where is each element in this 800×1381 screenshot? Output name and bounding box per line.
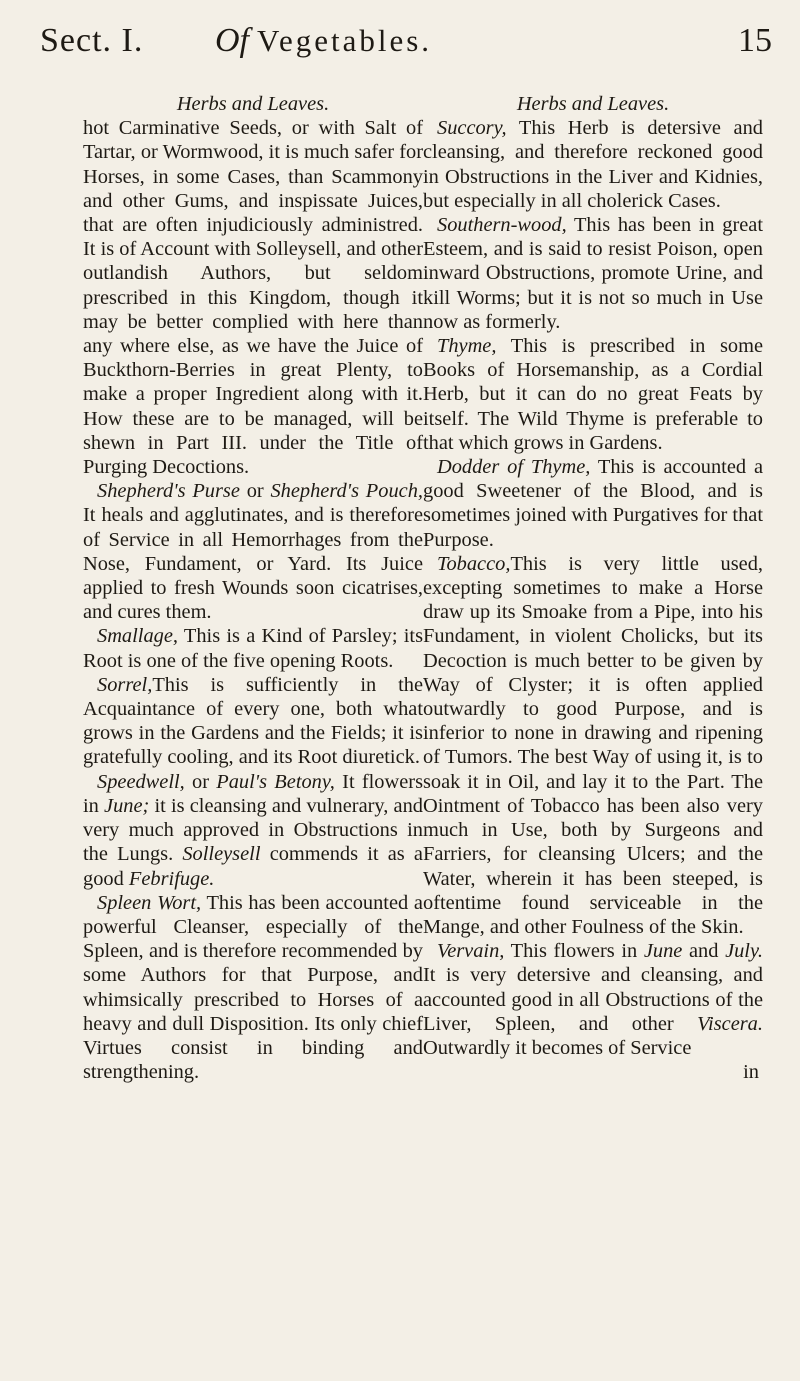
entry-term: Succory, — [437, 117, 507, 140]
entry-text-after: Outwardly it becomes of Service — [423, 1036, 692, 1059]
entry-thyme — [423, 334, 763, 455]
entry-italic-word: Febrifuge. — [128, 867, 215, 890]
entry-term: Shepherd's Purse — [97, 480, 240, 503]
entry-succory — [423, 116, 763, 213]
chapter-title-of: Of — [215, 22, 249, 59]
entry-text-mid: and — [688, 940, 719, 963]
entry-connector: or — [246, 480, 264, 503]
entry-text: This is very little used, excepting sometimes to make a Horse draw up its Smoake from a Pipe, into his Fundament, in violent Cholicks, but its Decoction is much better to be given by Way of Clyster; it is often applied outwardly to good Purpose, and is inferior to none in drawing and ripening of Tumors. The best Way of using it, is to soak it in Oil, and lay it to the Part. The Ointment of Tobacco has been also very much in Use, both by Surgeons and Farriers, for cleansing Ulcers; and the Water, wherein it has been steeped, is oftentime found serviceable in the Mange, and other Foulness of the Skin. — [423, 552, 763, 938]
entry-text: It is very detersive and cleansing, and accounted good in all Obstructions of the Liver, Spleen, and other — [423, 964, 763, 1035]
entry-term: Sorrel, — [97, 673, 153, 696]
entry-term: Dodder of Thyme, — [437, 456, 591, 479]
entry-term: Spleen Wort, — [97, 891, 202, 914]
entry-sorrel — [83, 673, 423, 770]
entry-tobacco — [423, 552, 763, 939]
entry-speedwell — [83, 770, 423, 891]
entry-text: This is prescribed in some Books of Horsemanship, as a Cordial Herb, but it can do no great Feats by itself. The Wild Thyme is preferable to that which grows in Gardens. — [423, 335, 763, 454]
entry-text: This has been accounted a powerful Cleanser, especially of the Spleen, and is therefore recommended by some Authors for that Purpose, and whimsically prescribed to Horses of a heavy and dull Disposition. Its only chief Virtues consist in binding and strengthening. — [83, 891, 423, 1084]
chapter-title-rest: Vegetables. — [257, 23, 433, 58]
catchword: in — [743, 1061, 759, 1084]
entry-italic-word: Viscera. — [697, 1012, 763, 1035]
chapter-title — [215, 22, 432, 60]
right-column — [423, 92, 763, 1084]
left-column — [83, 92, 423, 1084]
entry-text: it is cleansing and vulnerary, and very much approved in Obstructions in the Lungs. — [83, 794, 423, 866]
entry-term: Vervain, — [437, 940, 505, 963]
entry-term: Tobacco, — [437, 552, 511, 575]
running-head — [40, 22, 772, 66]
entry-term-alt: Paul's Betony, — [216, 770, 335, 793]
section-number: Sect. I. — [40, 22, 144, 59]
entry-smallage — [83, 624, 423, 672]
entry-dodder-of-thyme — [423, 455, 763, 552]
entry-spleen-wort — [83, 891, 423, 1085]
entry-text: This Herb is detersive and cleansing, and therefore reckoned good in Obstructions in the Liver and Kidnies, but especially in all cholerick Cases. — [423, 117, 763, 212]
entry-term: Southern-wood, — [437, 214, 567, 237]
page-number: 15 — [738, 22, 772, 59]
entry-italic-month: June — [643, 940, 683, 963]
entry-shepherds-purse — [83, 479, 423, 624]
entry-text: This is a Kind of Parsley; its Root is one of the five opening Roots. — [83, 625, 424, 672]
entry-text-before: This flowers in — [510, 940, 638, 963]
entry-text: This is accounted a good Sweetener of the Blood, and is sometimes joined with Purgatives for that Purpose. — [423, 456, 764, 551]
entry-italic-month-2: July. — [725, 940, 763, 963]
entry-text-after: commends it as a good — [83, 843, 423, 890]
entry-italic-month: June; — [104, 794, 150, 817]
entry-text: It heals and agglutinates, and is therefore of Service in all Hemorrhages from the Nose, Fundament, or Yard. Its Juice applied to fresh Wounds soon cicatrises, and cures them. — [83, 504, 423, 624]
entry-text: This has been in great Esteem, and is said to resist Poison, open inward Obstructions, promote Urine, and kill Worms; but it is not so much in Use now as formerly. — [423, 214, 763, 333]
entry-term: Speedwell, — [97, 770, 185, 793]
entry-vervain — [423, 939, 763, 1060]
entry-connector: or — [192, 770, 210, 793]
entry-term: Thyme, — [437, 335, 497, 358]
entry-author: Solleysell — [182, 843, 261, 866]
entry-text-before: It flowers in — [83, 770, 423, 817]
continuation-paragraph: hot Carminative Seeds, or with Salt of Tartar, or Wormwood, it is much safer for Horses, in some Cases, than Scammony and other Gums, and inspissate Juices, that are often injudiciously administred. It is of Account with Solleysell, and other outlandish Authors, but seldom prescribed in this Kingdom, though it may be better complied with here than any where else, as we have the Juice of Buckthorn-Berries in great Plenty, to make a proper Ingredient along with it. How these are to be managed, will be shewn in Part III. under the Title of Purging Decoctions. — [83, 117, 423, 479]
entry-term-alt: Shepherd's Pouch, — [270, 480, 423, 503]
entry-term: Smallage, — [97, 625, 178, 648]
entry-southern-wood — [423, 213, 763, 334]
entry-text: This is sufficiently in the Acquaintance of every one, both what grows in the Gardens and the Fields; it is gratefully cooling, and its Root diuretick. — [83, 673, 423, 769]
column-heading: Herbs and Leaves. — [516, 93, 670, 115]
column-heading: Herbs and Leaves. — [176, 93, 330, 115]
